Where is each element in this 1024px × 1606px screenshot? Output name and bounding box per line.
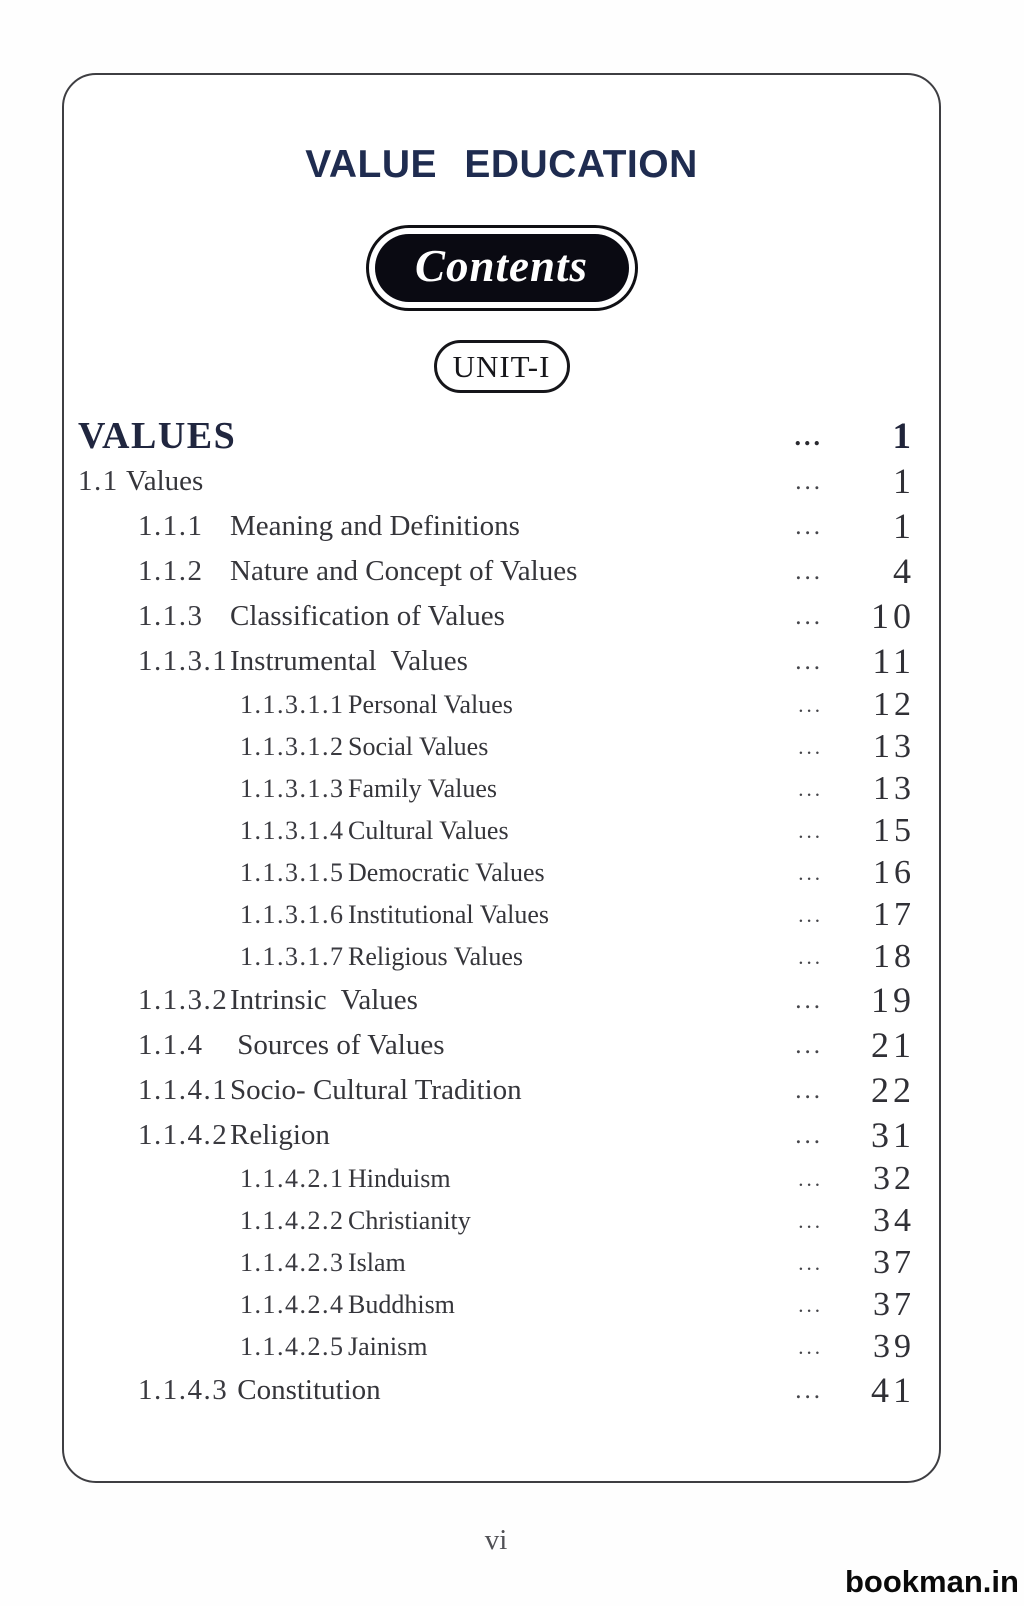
- toc-page-number: 11: [872, 641, 915, 681]
- toc-row: [64, 1284, 939, 1326]
- toc-entry-title: Religion: [230, 1119, 330, 1151]
- toc-dot-leader: ...: [798, 735, 823, 759]
- toc-entry-number: 1.1.1: [138, 510, 204, 542]
- toc-dot-leader: ...: [795, 1377, 823, 1404]
- toc-page-number: 13: [873, 770, 915, 807]
- toc-entry-number: 1.1.3.1.3: [240, 774, 345, 803]
- toc-dot-leader: ...: [798, 777, 823, 801]
- toc-entry-number: 1.1.3.1.2: [240, 732, 345, 761]
- toc-entry-number: 1.1.3.1.7: [240, 942, 345, 971]
- toc-row: [64, 1200, 939, 1242]
- toc-row: [64, 1242, 939, 1284]
- toc-row: [64, 936, 939, 978]
- toc-dot-leader: ...: [795, 513, 823, 540]
- toc-dot-leader: ...: [798, 693, 823, 717]
- toc-row: [64, 768, 939, 810]
- toc-entry-title: Family Values: [348, 774, 498, 803]
- toc-row: [64, 1023, 939, 1068]
- toc-row: [64, 1368, 939, 1413]
- toc-row: [64, 852, 939, 894]
- toc-dot-leader: ...: [795, 1122, 823, 1149]
- toc-entry-title: Christianity: [348, 1206, 471, 1235]
- toc-page-number: 16: [873, 854, 915, 891]
- page-folio: vi: [484, 1524, 508, 1556]
- toc-row: [64, 1158, 939, 1200]
- unit-badge: [434, 340, 570, 393]
- toc-page-number: 31: [871, 1115, 915, 1155]
- toc-dot-leader: ...: [798, 1209, 823, 1233]
- toc-row: [64, 549, 939, 594]
- toc-entry-number: 1.1.3.1.4: [240, 816, 345, 845]
- contents-badge-label: Contents: [414, 241, 589, 291]
- toc-row: [64, 1068, 939, 1113]
- toc-entry-title: Classification of Values: [230, 600, 505, 632]
- toc-page-number: 37: [873, 1286, 915, 1323]
- toc-row: [64, 978, 939, 1023]
- toc-dot-leader: ...: [798, 1167, 823, 1191]
- toc-page-number: 1: [893, 506, 915, 546]
- toc-page-number: 32: [873, 1160, 915, 1197]
- toc-entry-number: 1.1.4.2.5: [240, 1332, 345, 1361]
- toc-dot-leader: ...: [795, 648, 823, 675]
- contents-badge-plate: [375, 234, 629, 302]
- toc-row: [64, 459, 939, 504]
- toc-entry-title: Constitution: [230, 1374, 381, 1406]
- toc-dot-leader: ...: [798, 1251, 823, 1275]
- toc-row: [64, 504, 939, 549]
- toc-entry-number: 1.1: [78, 465, 119, 497]
- toc-entry-title: Religious Values: [348, 942, 524, 971]
- toc-entry-title: Hinduism: [348, 1164, 451, 1193]
- toc-entry-title: Democratic Values: [348, 858, 545, 887]
- unit-badge-label: UNIT-I: [452, 348, 551, 384]
- toc-page-number: 4: [893, 551, 915, 591]
- toc-page-number: 41: [871, 1370, 915, 1410]
- toc-entry-number: 1.1.4: [138, 1029, 204, 1061]
- toc-page-number: 21: [871, 1025, 915, 1065]
- toc-entry-title: Meaning and Definitions: [230, 510, 520, 542]
- toc-entry-number: 1.1.3: [138, 600, 204, 632]
- toc-entry-number: 1.1.4.2.1: [240, 1164, 345, 1193]
- toc-row: [64, 810, 939, 852]
- toc-dot-leader: ...: [794, 422, 823, 451]
- toc-page-number: 13: [873, 728, 915, 765]
- toc-entry-title: Personal Values: [348, 690, 513, 719]
- toc-dot-leader: ...: [795, 468, 823, 495]
- toc-dot-leader: ...: [798, 903, 823, 927]
- toc-entry-title: Islam: [348, 1248, 406, 1277]
- toc-entry-number: 1.1.3.1.1: [240, 690, 345, 719]
- toc-dot-leader: ...: [798, 1293, 823, 1317]
- toc-entry-number: 1.1.3.2: [138, 984, 229, 1016]
- toc-row: [64, 1326, 939, 1368]
- toc-dot-leader: ...: [798, 861, 823, 885]
- toc-row: [64, 414, 939, 459]
- toc-entry-title: Nature and Concept of Values: [230, 555, 578, 587]
- toc-page-number: 22: [871, 1070, 915, 1110]
- watermark-bookman: bookman.in: [845, 1564, 1019, 1599]
- toc-entry-number: 1.1.4.2.2: [240, 1206, 345, 1235]
- toc-page-number: 12: [873, 686, 915, 723]
- toc-dot-leader: ...: [798, 819, 823, 843]
- contents-frame: [62, 73, 941, 1483]
- toc-dot-leader: ...: [798, 945, 823, 969]
- toc-row: [64, 894, 939, 936]
- toc-entry-number: 1.1.3.1.5: [240, 858, 345, 887]
- toc-page-number: 37: [873, 1244, 915, 1281]
- toc-entry-number: 1.1.3.1.6: [240, 900, 345, 929]
- toc-page-number: 10: [871, 596, 915, 636]
- toc-row: [64, 1113, 939, 1158]
- toc-entry-title: Institutional Values: [348, 900, 550, 929]
- toc-entry-number: 1.1.4.2.4: [240, 1290, 345, 1319]
- toc-entry-number: 1.1.4.2: [138, 1119, 229, 1151]
- toc-dot-leader: ...: [795, 603, 823, 630]
- toc-page-number: 39: [873, 1328, 915, 1365]
- toc-page-number: 34: [873, 1202, 915, 1239]
- contents-badge: [366, 225, 638, 311]
- toc-list: [64, 414, 939, 1413]
- book-title: VALUE EDUCATION: [305, 143, 698, 186]
- toc-dot-leader: ...: [795, 558, 823, 585]
- toc-row: [64, 726, 939, 768]
- toc-entry-number: 1.1.4.3: [138, 1374, 229, 1406]
- toc-entry-title: VALUES: [78, 415, 237, 457]
- toc-entry-title: Instrumental Values: [230, 645, 468, 677]
- toc-entry-title: Intrinsic Values: [230, 984, 418, 1016]
- toc-page-number: 19: [871, 980, 915, 1020]
- toc-entry-title: Jainism: [348, 1332, 428, 1361]
- toc-entry-title: Sources of Values: [230, 1029, 445, 1061]
- toc-entry-title: Cultural Values: [348, 816, 509, 845]
- toc-entry-title: Buddhism: [348, 1290, 455, 1319]
- toc-entry-number: 1.1.2: [138, 555, 204, 587]
- toc-dot-leader: ...: [795, 987, 823, 1014]
- toc-dot-leader: ...: [795, 1032, 823, 1059]
- toc-entry-title: Social Values: [348, 732, 489, 761]
- toc-row: [64, 639, 939, 684]
- toc-row: [64, 594, 939, 639]
- toc-page-number: 1: [892, 416, 915, 457]
- toc-entry-title: Socio- Cultural Tradition: [230, 1074, 522, 1106]
- toc-entry-number: 1.1.3.1: [138, 645, 229, 677]
- toc-page-number: 17: [873, 896, 915, 933]
- toc-page-number: 1: [893, 461, 915, 501]
- toc-entry-number: 1.1.4.1: [138, 1074, 229, 1106]
- toc-dot-leader: ...: [795, 1077, 823, 1104]
- toc-entry-title: Values: [126, 465, 204, 497]
- toc-row: [64, 684, 939, 726]
- toc-page-number: 18: [873, 938, 915, 975]
- toc-entry-number: 1.1.4.2.3: [240, 1248, 345, 1277]
- toc-dot-leader: ...: [798, 1335, 823, 1359]
- toc-page-number: 15: [873, 812, 915, 849]
